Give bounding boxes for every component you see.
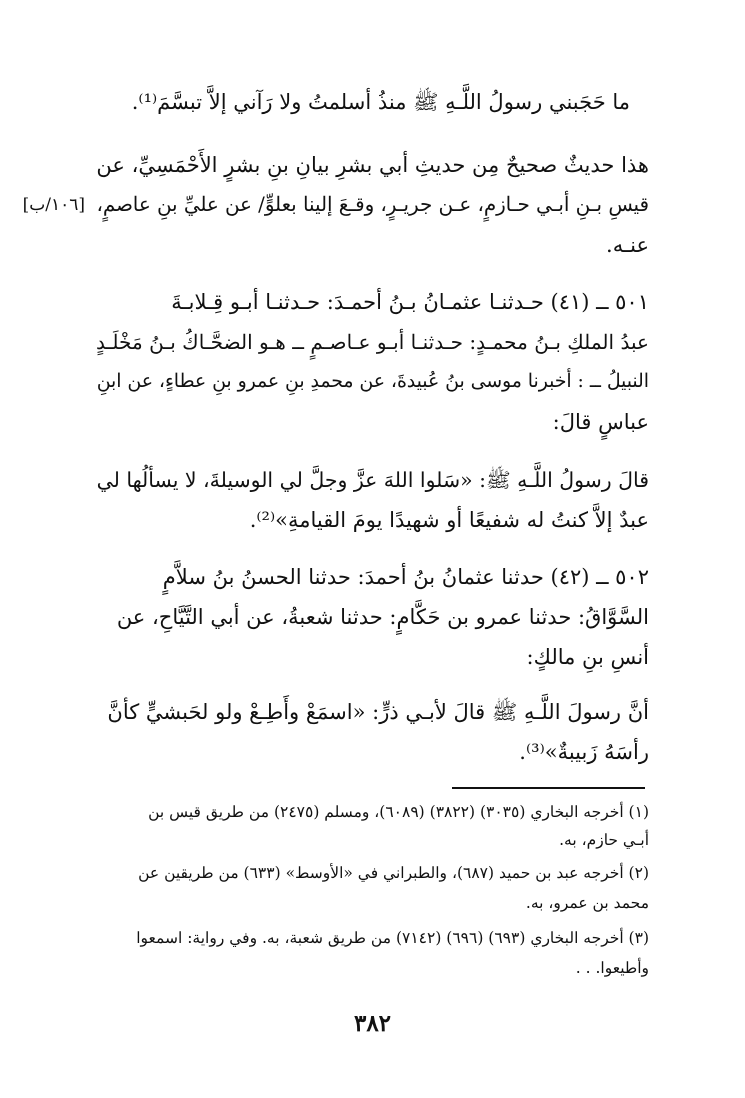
- text-line: عباسٍ قالَ:: [552, 410, 649, 434]
- footnote-separator: [452, 787, 645, 789]
- footnote-line: أبـي حازم، به.: [559, 831, 649, 849]
- text-line: قيسِ بـنِ أبـي حـازمٍ، عـن جريـرٍ، وقـعَ إلينا بعلوٍّ/ عن عليِّ بنِ عاصمٍ،: [96, 193, 649, 216]
- page-number: ٣٨٢: [353, 1010, 392, 1037]
- text-line: ما حَجَبني رسولُ اللَّـهِ ﷺ منذُ أسلمتُ ولا رَآني إلاَّ تبسَّمَ⁽¹⁾.: [131, 90, 630, 114]
- text-line: عبدٌ إلاَّ كنتُ له شفيعًا أو شهيدًا يومَ القيامةِ»⁽²⁾.: [249, 508, 649, 532]
- footnote-line: (٢) أخرجه عبد بن حميد (٦٨٧)، والطبراني في «الأوسط» (٦٣٣) من طريقين عن: [138, 864, 649, 882]
- text-line: رأسَهُ زَبيبةٌ»⁽³⁾.: [519, 740, 649, 764]
- footnote-line: محمد بن عمرو، به.: [525, 894, 649, 912]
- text-line: ٥٠٢ ــ (٤٢) حدثنا عثمانُ بنُ أحمدَ: حدثنا الحسنُ بنُ سلاَّمٍ: [162, 565, 649, 589]
- footnote-line: (١) أخرجه البخاري (٣٠٣٥) (٣٨٢٢) (٦٠٨٩)، ومسلم (٢٤٧٥) من طريق قيس بن: [148, 803, 649, 821]
- text-line: أنَّ رسولَ اللَّـهِ ﷺ قالَ لأبـي ذرٍّ: «اسمَعْ وأَطِـعْ ولو لحَبشيٍّ كأنَّ: [107, 700, 649, 724]
- text-line: السَّوَّاقُ: حدثنا عمرو بن حَكَّامٍ: حدثنا شعبةُ، عن أبي التَّيَّاحِ، عن: [116, 605, 649, 629]
- text-line: ٥٠١ ــ (٤١) حـدثنـا عثمـانُ بـنُ أحمـدَ: حـدثنـا أبـو قِـلابـةَ: [171, 290, 649, 314]
- footnote-line: وأطيعوا. . .: [575, 959, 649, 977]
- text-line: قالَ رسولُ اللَّـهِ ﷺ: «سَلوا اللهَ عزَّ وجلَّ لي الوسيلةَ، لا يسألُها لي: [96, 468, 649, 492]
- text-line: هذا حديثٌ صحيحٌ مِن حديثِ أبي بشرِ بيانِ بنِ بشرٍ الأَحْمَسِيِّ، عن: [96, 153, 649, 177]
- margin-note: [١٠٦/ب]: [22, 195, 85, 215]
- text-line: عنـه.: [606, 233, 649, 257]
- text-line: عبدُ الملكِ بـنُ محمـدٍ: حـدثنـا أبـو عـاصـمٍ ــ هـو الضحَّـاكُ بـنُ مَخْلَـدٍ: [96, 330, 649, 354]
- text-line: أنسِ بنِ مالكٍ:: [526, 645, 649, 669]
- text-line: النبيلُ ــ : أخبرنا موسى بنُ عُبيدةَ، عن محمدِ بنِ عمرو بنِ عطاءٍ، عن ابنِ: [96, 371, 649, 392]
- footnote-line: (٣) أخرجه البخاري (٦٩٣) (٦٩٦) (٧١٤٢) من طريق شعبة، به. وفي رواية: اسمعوا: [136, 929, 649, 947]
